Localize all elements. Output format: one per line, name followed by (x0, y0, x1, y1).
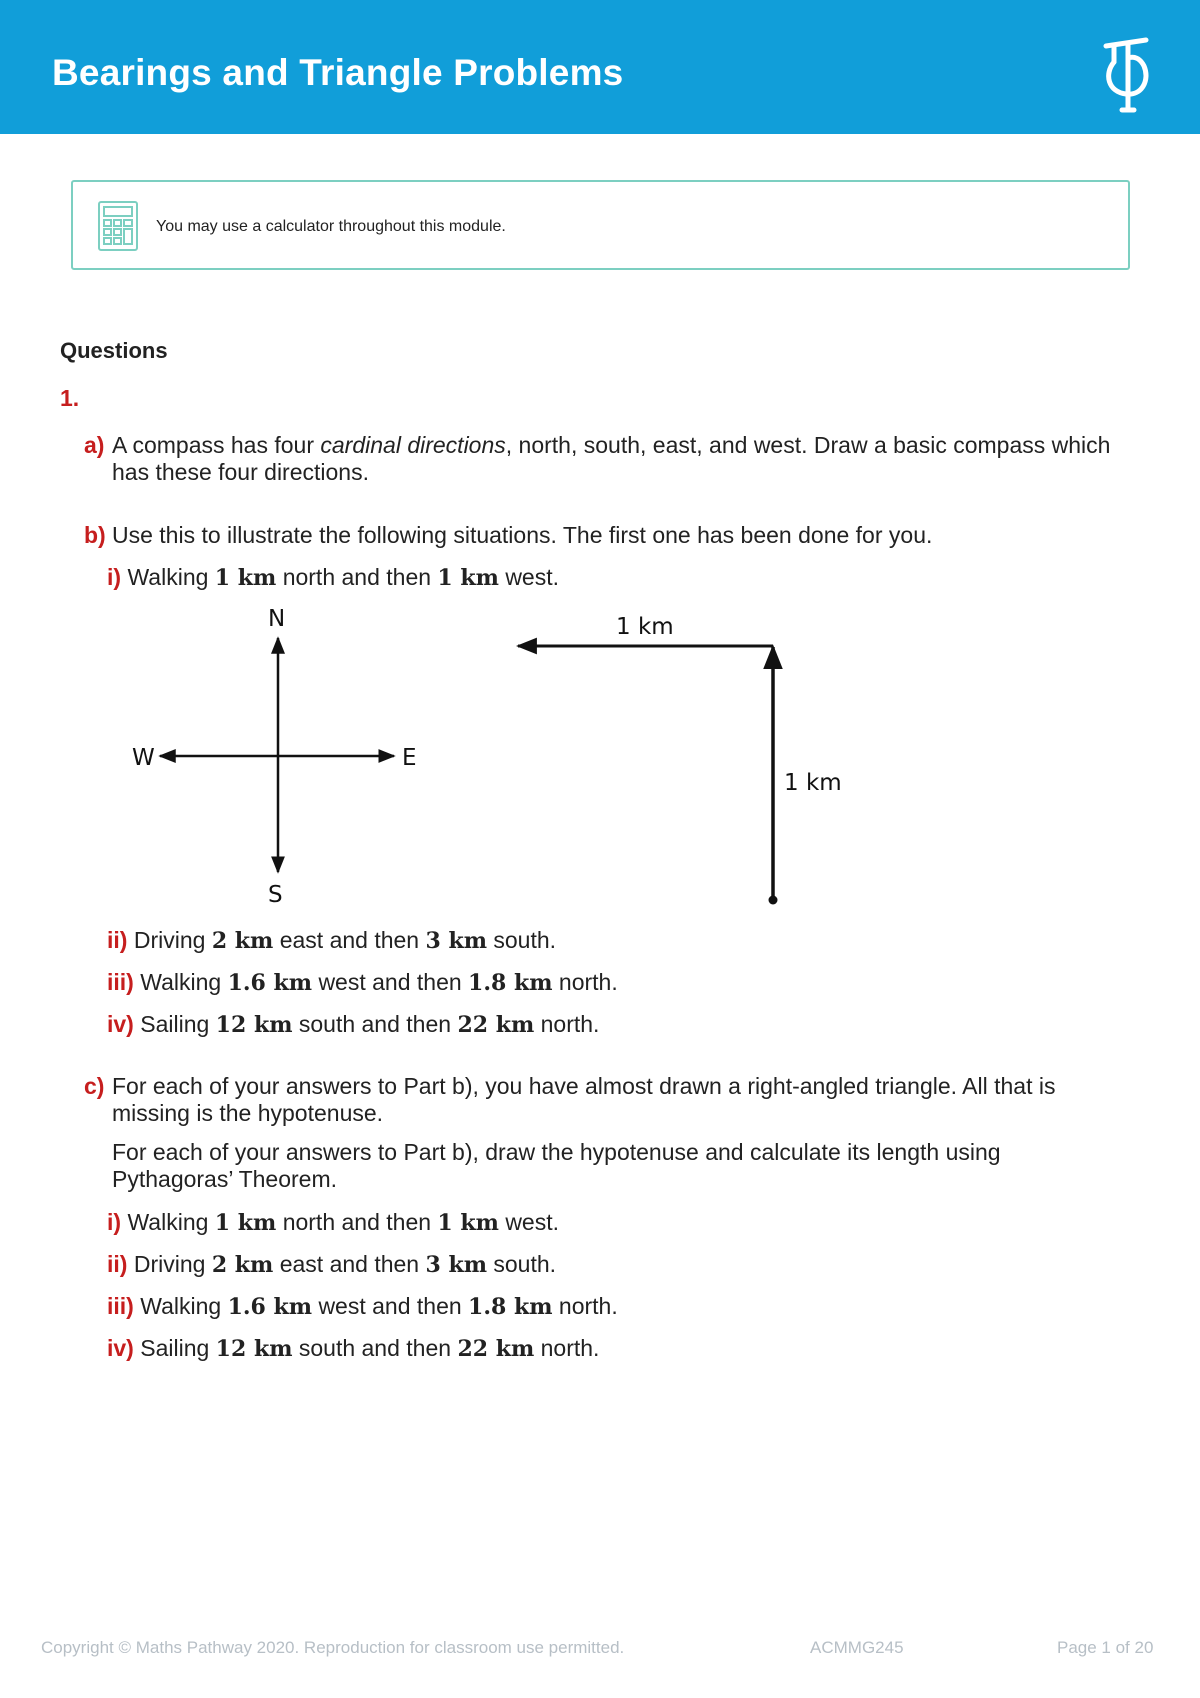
item-direction-2: south. (493, 927, 557, 953)
item-direction-2: north. (540, 1011, 600, 1037)
worked-path (518, 614, 842, 905)
maths-pathway-logo-icon (1098, 36, 1152, 116)
part-c-text-1: For each of your answers to Part b), you have almost drawn a right-angled triangle. All that is missing is the hypotenuse. (112, 1073, 1056, 1126)
section-heading: Questions (60, 338, 168, 363)
item-verb: Walking (127, 1209, 209, 1235)
path-west-distance-label: 1 km (616, 614, 674, 640)
part-a-label: a) (84, 432, 105, 458)
part-c-item (107, 1293, 618, 1320)
item-distance-1: 1 km (214, 565, 277, 591)
item-distance-1: 2 km (211, 1252, 274, 1278)
item-distance-1: 1.6 km (227, 970, 313, 996)
item-distance-2: 1.8 km (468, 1294, 553, 1320)
calculator-note (71, 180, 1130, 270)
part-c-item (107, 1209, 559, 1236)
calculator-note-text: You may use a calculator throughout this module. (156, 218, 506, 235)
part-c-label: c) (84, 1073, 105, 1099)
calculator-icon (98, 201, 138, 251)
item-direction-2: north. (540, 1335, 600, 1361)
part-b-item (107, 564, 559, 591)
item-direction-2: west. (505, 1209, 559, 1235)
item-distance-1: 2 km (211, 928, 274, 954)
item-direction-1: north and then (282, 564, 432, 590)
item-label: i) (107, 564, 122, 590)
footer-copyright: Copyright © Maths Pathway 2020. Reproduction for classroom use permitted. (41, 1638, 625, 1657)
item-label: ii) (107, 927, 128, 953)
item-verb: Driving (133, 1251, 206, 1277)
compass (132, 608, 417, 908)
item-distance-2: 1 km (437, 565, 499, 591)
item-verb: Walking (140, 1293, 222, 1319)
part-b-text: Use this to illustrate the following situations. The first one has been done for you. (112, 522, 933, 548)
part-a-text (112, 432, 1112, 486)
part-c-item (107, 1251, 556, 1278)
item-label: iv) (107, 1011, 134, 1037)
item-direction-2: north. (558, 1293, 618, 1319)
item-direction-1: north and then (282, 1209, 432, 1235)
path-start-point (769, 896, 778, 905)
item-direction-1: south and then (298, 1011, 452, 1037)
item-direction-1: south and then (298, 1335, 452, 1361)
part-c-item (107, 1335, 599, 1362)
page-title: Bearings and Triangle Problems (52, 52, 624, 93)
item-direction-1: west and then (318, 969, 462, 995)
footer-curriculum-code: ACMMG245 (810, 1638, 904, 1657)
item-distance-2: 1.8 km (468, 970, 553, 996)
item-verb: Walking (140, 969, 222, 995)
part-b-item (107, 969, 618, 996)
item-distance-2: 3 km (425, 928, 487, 954)
item-distance-2: 22 km (457, 1336, 535, 1362)
part-a-text-start: A compass has four (112, 432, 321, 458)
item-distance-1: 1.6 km (227, 1294, 313, 1320)
part-a-italic-term: cardinal directions (320, 432, 506, 458)
footer-page-number: Page 1 of 20 (1057, 1638, 1154, 1657)
item-distance-1: 1 km (214, 1210, 277, 1236)
path-north-distance-label: 1 km (784, 770, 842, 796)
item-direction-2: west. (505, 564, 559, 590)
item-distance-2: 22 km (457, 1012, 535, 1038)
part-b-item (107, 1011, 599, 1038)
item-label: iv) (107, 1335, 134, 1361)
item-label: iii) (107, 969, 134, 995)
item-verb: Sailing (140, 1011, 210, 1037)
compass-north-label: N (268, 608, 286, 632)
part-a-text-end: , north, south, east, and west. Draw a basic compass which has these four directions. (112, 432, 1111, 485)
item-verb: Driving (133, 927, 206, 953)
question-number: 1. (60, 385, 80, 411)
compass-east-label: E (402, 745, 417, 771)
part-b-item (107, 927, 556, 954)
item-direction-1: east and then (279, 1251, 420, 1277)
part-c-text-2: For each of your answers to Part b), draw the hypotenuse and calculate its length using Pythagoras’ Theorem. (112, 1139, 1001, 1192)
item-distance-1: 12 km (215, 1012, 293, 1038)
item-label: i) (107, 1209, 122, 1235)
item-direction-2: north. (558, 969, 618, 995)
item-direction-1: east and then (279, 927, 420, 953)
item-distance-2: 1 km (437, 1210, 499, 1236)
page-header (0, 0, 1200, 134)
compass-south-label: S (268, 882, 283, 908)
item-direction-1: west and then (318, 1293, 462, 1319)
compass-west-label: W (132, 745, 155, 771)
item-distance-2: 3 km (425, 1252, 487, 1278)
item-verb: Walking (127, 564, 209, 590)
item-label: ii) (107, 1251, 128, 1277)
item-verb: Sailing (140, 1335, 210, 1361)
item-distance-1: 12 km (215, 1336, 293, 1362)
compass-diagram (110, 608, 870, 908)
item-direction-2: south. (493, 1251, 557, 1277)
item-label: iii) (107, 1293, 134, 1319)
part-b-label: b) (84, 522, 106, 548)
